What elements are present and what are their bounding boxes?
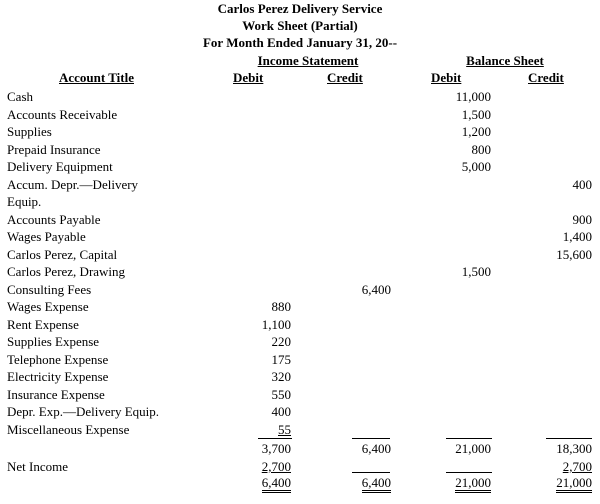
account-title: Telephone Expense	[7, 351, 109, 367]
amount-is-debit: 220	[271, 334, 291, 349]
table-row	[0, 403, 600, 421]
amount-bs-credit: 900	[572, 211, 592, 227]
table-row	[0, 141, 600, 159]
amount-bs-credit: 400	[572, 176, 592, 192]
totals-row	[0, 440, 600, 458]
table-row	[0, 386, 600, 404]
table-row	[0, 298, 600, 316]
company-name: Carlos Perez Delivery Service	[217, 1, 383, 16]
amount-is-debit: 55	[278, 421, 291, 437]
account-title: Supplies Expense	[7, 334, 100, 349]
total-rule-bs-credit	[546, 438, 592, 439]
account-title: Accounts Receivable	[7, 106, 118, 122]
is-debit-header: Debit	[233, 70, 264, 85]
net-income-label: Net Income	[7, 459, 69, 474]
final-bs-debit: 21,000	[400, 474, 491, 491]
account-title: Consulting Fees	[7, 281, 92, 297]
amount-is-debit: 550	[271, 386, 291, 402]
table-row	[0, 263, 600, 281]
table-row	[0, 123, 600, 141]
table-row	[0, 281, 600, 299]
total-rule-is-credit	[352, 438, 390, 439]
account-title: Miscellaneous Expense	[7, 421, 130, 437]
final-rule-is-credit	[352, 472, 390, 473]
amount-bs-debit: 800	[471, 141, 491, 157]
table-row	[0, 106, 600, 124]
account-title: Depr. Exp.—Delivery Equip.	[7, 404, 159, 419]
bs-debit-header: Debit	[431, 70, 462, 85]
table-row	[0, 228, 600, 246]
table-row	[0, 158, 600, 176]
net-income-row	[0, 458, 600, 476]
amount-is-credit: 6,400	[361, 281, 391, 297]
final-is-debit: 6,400	[200, 474, 291, 491]
account-title: Carlos Perez, Drawing	[7, 264, 126, 279]
total-rule-bs-debit	[446, 438, 492, 439]
table-row	[0, 176, 600, 209]
balance-sheet-heading: Balance Sheet	[466, 53, 544, 68]
total-bs-credit: 18,300	[556, 441, 592, 456]
account-title: Electricity Expense	[7, 369, 109, 384]
table-row	[0, 421, 600, 439]
account-title: Wages Expense	[7, 299, 89, 314]
table-row	[0, 88, 600, 106]
table-row	[0, 246, 600, 264]
amount-bs-debit: 1,500	[461, 264, 491, 279]
amount-is-debit: 1,100	[261, 316, 291, 332]
total-bs-debit: 21,000	[455, 441, 491, 456]
income-statement-heading: Income Statement	[257, 53, 359, 68]
is-credit-header: Credit	[327, 70, 363, 85]
bs-credit-header: Credit	[528, 70, 564, 85]
amount-is-debit: 320	[271, 369, 291, 384]
amount-bs-credit: 15,600	[556, 246, 592, 262]
account-title: Accounts Payable	[7, 211, 101, 227]
amount-is-debit: 400	[271, 404, 291, 419]
account-title: Accum. Depr.—Delivery	[7, 176, 139, 192]
total-is-credit: 6,400	[361, 441, 391, 456]
account-title: Supplies	[7, 124, 52, 139]
net-income-is-debit: 2,700	[261, 459, 291, 474]
table-row	[0, 368, 600, 386]
amount-bs-debit: 1,200	[461, 124, 491, 139]
net-income-bs-credit: 2,700	[562, 459, 592, 474]
table-row	[0, 211, 600, 229]
total-is-debit: 3,700	[261, 441, 291, 456]
account-title: Cash	[7, 89, 33, 104]
account-title: Insurance Expense	[7, 386, 105, 402]
period-title: For Month Ended January 31, 20--	[202, 35, 398, 50]
document-title: Work Sheet (Partial)	[242, 18, 358, 33]
amount-bs-credit: 1,400	[562, 229, 592, 244]
amount-bs-debit: 5,000	[461, 159, 491, 174]
account-title-continued: Equip.	[7, 193, 42, 209]
account-title: Prepaid Insurance	[7, 141, 101, 157]
total-rule-is-debit	[258, 438, 292, 439]
account-title-header: Account Title	[59, 70, 134, 85]
final-totals-row	[0, 474, 600, 492]
account-title: Delivery Equipment	[7, 159, 113, 174]
final-bs-credit: 21,000	[500, 474, 592, 491]
account-title: Rent Expense	[7, 316, 79, 332]
final-is-credit: 6,400	[300, 474, 391, 491]
account-title: Carlos Perez, Capital	[7, 246, 118, 262]
table-row	[0, 351, 600, 369]
amount-is-debit: 175	[271, 351, 291, 367]
final-rule-bs-debit	[446, 472, 492, 473]
amount-is-debit: 880	[271, 299, 291, 314]
table-row	[0, 316, 600, 334]
account-title: Wages Payable	[7, 229, 86, 244]
amount-bs-debit: 11,000	[455, 89, 491, 104]
table-row	[0, 333, 600, 351]
amount-bs-debit: 1,500	[461, 106, 491, 122]
